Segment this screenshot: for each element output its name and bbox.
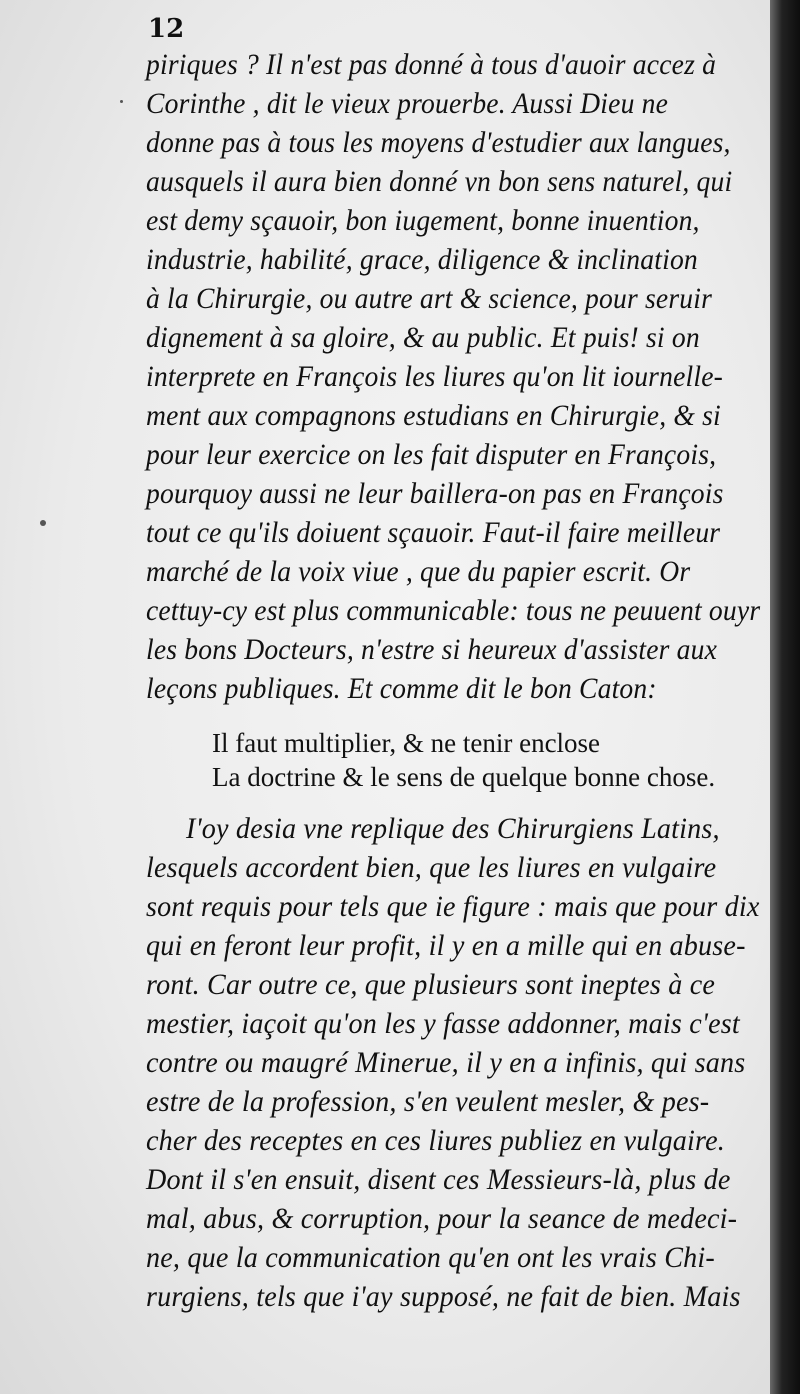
text-line: ausquels il aura bien donné vn bon sens naturel, qui [146,166,733,198]
text-line: I'oy desia vne replique des Chirurgiens Latins, [186,813,720,845]
text-line: leçons publiques. Et comme dit le bon Caton: [146,673,657,705]
text-line: cettuy-cy est plus communicable: tous ne peuuent ouyr [146,595,761,627]
text-line: pour leur exercice on les fait disputer en François, [146,439,717,471]
text-line: pourquoy aussi ne leur baillera-on pas en François [146,478,724,510]
text-line: Corinthe , dit le vieux prouerbe. Aussi Dieu ne [146,88,669,120]
paragraph-2 [146,810,770,1317]
text-line: est demy sçauoir, bon iugement, bonne inuention, [146,205,700,237]
binding-shadow [770,0,800,1394]
text-line: rurgiens, tels que i'ay supposé, ne fait de bien. Mais [146,1281,741,1313]
text-line: tout ce qu'ils doiuent sçauoir. Faut-il faire meilleur [146,517,721,549]
text-line: marché de la voix viue , que du papier escrit. Or [146,556,691,588]
text-line: cher des receptes en ces liures publiez en vulgaire. [146,1125,726,1157]
text-line: industrie, habilité, grace, diligence & inclination [146,244,698,276]
text-line: dignement à sa gloire, & au public. Et puis! si on [146,322,700,354]
text-line: mestier, iaçoit qu'on les y fasse addonner, mais c'est [146,1008,740,1040]
text-line: ront. Car outre ce, que plusieurs sont ineptes à ce [146,969,716,1001]
verse-line: La doctrine & le sens de quelque bonne chose. [212,762,716,792]
verse-quote [212,726,715,794]
text-line: contre ou maugré Minerue, il y en a infinis, qui sans [146,1047,746,1079]
ink-speck [40,520,46,526]
text-line: mal, abus, & corruption, pour la seance de medeci- [146,1203,738,1235]
ink-speck [120,100,123,103]
text-line: estre de la profession, s'en veulent mesler, & pes- [146,1086,710,1118]
paragraph-1 [146,46,770,709]
text-line: sont requis pour tels que ie figure : mais que pour dix [146,891,760,923]
text-line: ne, que la communication qu'en ont les vrais Chi- [146,1242,715,1274]
page-number: 12 [148,14,185,44]
text-line: lesquels accordent bien, que les liures en vulgaire [146,852,717,884]
verse-line: Il faut multiplier, & ne tenir enclose [212,728,601,758]
text-line: à la Chirurgie, ou autre art & science, pour seruir [146,283,713,315]
text-line: interprete en François les liures qu'on lit iournelle- [146,361,724,393]
text-line: Dont il s'en ensuit, disent ces Messieurs-là, plus de [146,1164,731,1196]
text-line: qui en feront leur profit, il y en a mille qui en abuse- [146,930,746,962]
text-line: piriques ? Il n'est pas donné à tous d'auoir accez à [146,49,717,81]
text-line: ment aux compagnons estudians en Chirurgie, & si [146,400,721,432]
text-line: donne pas à tous les moyens d'estudier aux langues, [146,127,731,159]
text-line: les bons Docteurs, n'estre si heureux d'assister aux [146,634,718,666]
